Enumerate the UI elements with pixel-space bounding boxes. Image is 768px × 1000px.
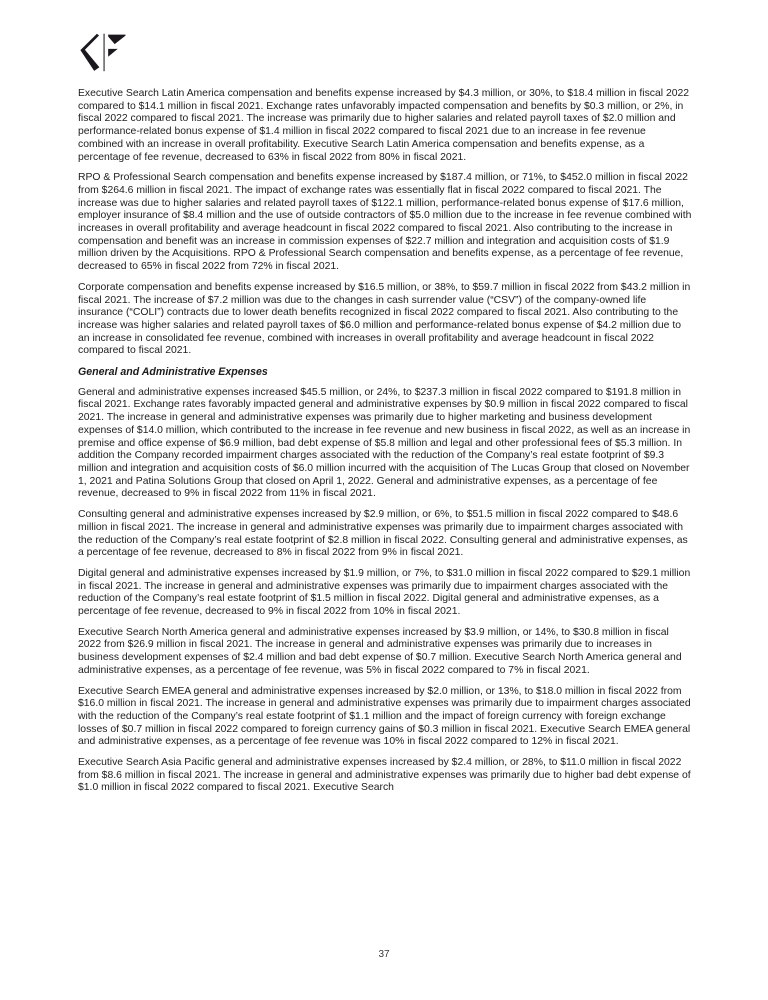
paragraph-ga-consulting: Consulting general and administrative expenses increased by $2.9 million, or 6%, to $51.5 million in fiscal 2022 compared to $48.6 million in fiscal 2021. The increase in general and administrative expenses was primarily due to impairment charges associated with the reduction of the Company’s real estate footprint of $2.8 million in fiscal 2022. Consulting general and administrative expenses, as a percentage of fee revenue, decreased to 8% in fiscal 2022 from 9% in fiscal 2021. [78,509,688,559]
paragraph-exec-search-latam-comp: Executive Search Latin America compensation and benefits expense increased by $4.3 million, or 30%, to $18.4 million in fiscal 2022 compared to $14.1 million in fiscal 2021. Exchange rates unfavorably impacted compensation and benefits by $0.3 million, or 2%, in fiscal 2022 compared to fiscal 2021. The increase was primarily due to higher salaries and related payroll taxes of $2.0 million and performance-related bonus expense of $1.4 million in fiscal 2022 compared to fiscal 2021 due to an increase in fee revenue combined with an increase in overall profitability. Executive Search Latin America compensation and benefits expense, as a percentage of fee revenue, decreased to 63% in fiscal 2022 from 80% in fiscal 2021. [78,88,690,163]
kf-monogram-icon [78,33,127,73]
korn-ferry-logo [78,33,127,73]
paragraph-ga-digital: Digital general and administrative expenses increased by $1.9 million, or 7%, to $31.0 million in fiscal 2022 compared to $29.1 million in fiscal 2021. The increase in general and administrative expenses was primarily due to impairment charges associated with the reduction of the Company’s real estate footprint of $1.5 million in fiscal 2022. Digital general and administrative expenses, as a percentage of fee revenue, decreased to 9% in fiscal 2022 from 10% in fiscal 2021. [78,567,691,618]
page-number: 37 [378,949,390,960]
paragraph-ga-exec-search-asia-pacific: Executive Search Asia Pacific general and administrative expenses increased by $2.4 million, or 28%, to $11.0 million in fiscal 2022 from $8.6 million in fiscal 2021. The increase in general and administrative expenses was primarily due to higher bad debt expense of $1.0 million in fiscal 2022 compared to fiscal 2021. Executive Search [78,757,691,794]
paragraph-rpo-professional-search-comp: RPO & Professional Search compensation and benefits expense increased by $187.4 million, or 71%, to $452.0 million in fiscal 2022 from $264.6 million in fiscal 2021. The impact of exchange rates was essentially flat in fiscal 2022 compared to fiscal 2021. The increase was due to higher salaries and related payroll taxes of $122.1 million, performance-related bonus expense of $17.6 million, employer insurance of $8.4 million and the use of outside contractors of $5.0 million due to the increase in fee revenue combined with increases in overall profitability and average headcount in fiscal 2022 compared to fiscal 2021. Also contributing to the increase in compensation and benefit was an increase in commission expenses of $22.7 million and integration and acquisition costs of $1.9 million driven by the Acquisitions. RPO & Professional Search compensation and benefits expense, as a percentage of fee revenue, decreased to 65% in fiscal 2022 from 72% in fiscal 2021. [78,172,692,273]
paragraph-ga-exec-search-north-america: Executive Search North America general and administrative expenses increased by $3.9 million, or 14%, to $30.8 million in fiscal 2022 from $26.9 million in fiscal 2021. The increase in general and administrative expenses was primarily due to increases in business development expenses of $2.4 million and bad debt expense of $0.7 million. Executive Search North America general and administrative expenses, as a percentage of fee revenue, was 5% in fiscal 2022 compared to 7% in fiscal 2021. [78,626,682,676]
paragraph-ga-exec-search-emea: Executive Search EMEA general and administrative expenses increased by $2.0 million, or 13%, to $18.0 million in fiscal 2022 from $16.0 million in fiscal 2021. The increase in general and administrative expenses was primarily due to impairment charges associated with the reduction of the Company’s real estate footprint of $1.1 million and the impact of foreign currency with foreign exchange losses of $0.7 million in fiscal 2022 compared to foreign currency gains of $0.3 million in fiscal 2021. Executive Search EMEA general and administrative expenses, as a percentage of fee revenue was 10% in fiscal 2022 compared to 12% in fiscal 2021. [78,685,691,748]
document-body [78,88,693,803]
paragraph-ga-total: General and administrative expenses increased $45.5 million, or 24%, to $237.3 million in fiscal 2022 compared to $191.8 million in fiscal 2021. Exchange rates favorably impacted general and administrative expenses by $0.9 million in fiscal 2022 compared to fiscal 2021. The increase in general and administrative expenses was primarily due to higher marketing and business development expenses of $14.0 million, which contributed to the increase in fee revenue and new business in fiscal 2022, as well as an increase in premise and office expense of $6.9 million, bad debt expense of $5.8 million and legal and other professional fees of $5.3 million. In addition the Company recorded impairment charges associated with the reduction of the Company’s real estate footprint of $9.3 million and integration and acquisition costs of $6.0 million incurred with the acquisition of The Lucas Group that closed on November 1, 2021 and Patina Solutions Group that closed on April 1, 2022. General and administrative expenses, as a percentage of fee revenue, decreased to 9% in fiscal 2022 from 11% in fiscal 2021. [78,386,691,500]
paragraph-corporate-comp: Corporate compensation and benefits expense increased by $16.5 million, or 38%, to $59.7 million in fiscal 2022 from $43.2 million in fiscal 2021. The increase of $7.2 million was due to the changes in cash surrender value (“CSV”) of the company-owned life insurance (“COLI”) contracts due to lower death benefits recognized in fiscal 2022 compared to fiscal 2021. Also contributing to the increase was higher salaries and related payroll taxes of $6.0 million and performance-related bonus expense of $4.2 million due to an increase in consolidated fee revenue, combined with increases in overall profitability and average headcount in fiscal 2022 compared to fiscal 2021. [78,281,691,357]
section-heading-general-admin-expenses: General and Administrative Expenses [78,366,268,379]
